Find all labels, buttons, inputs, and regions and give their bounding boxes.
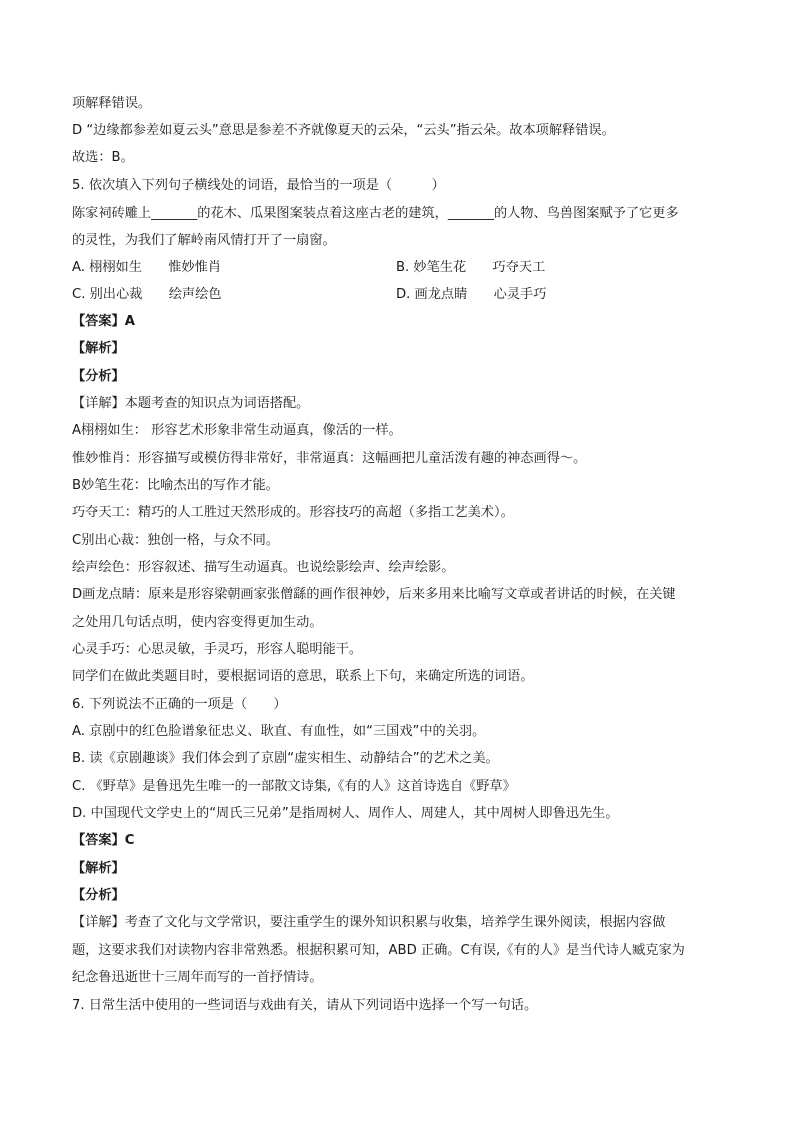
analysis-label: 【解析】 — [72, 861, 125, 876]
question-6-option-d: D. 中国现代文学史上的“周氏三兄弟”是指周树人、周作人、周建人，其中周树人即鲁迅先生。 — [72, 806, 619, 821]
detail-line: 【详解】考查了文化与文学常识，要注重学生的课外知识积累与收集，培养学生课外阅读，根据内容做 — [72, 915, 666, 930]
explain-line: 惟妙惟肖：形容描写或模仿得非常好，非常逼真：这幅画把儿童活泼有趣的神态画得～。 — [72, 451, 587, 466]
answer-label: 【答案】C — [72, 833, 135, 848]
text-line: D “边缘都参差如夏云头”意思是参差不齐就像夏天的云朵，“云头”指云朵。故本项解释错误。 — [72, 123, 615, 138]
option-d: D. 画龙点睛 心灵手巧 — [396, 287, 547, 302]
answer-label: 【答案】A — [72, 314, 135, 329]
question-6-option-b: B. 读《京剧趣谈》我们体会到了京剧“虚实相生、动静结合”的艺术之美。 — [72, 751, 499, 766]
explain-line: 同学们在做此类题目时，要根据词语的意思，联系上下句，来确定所选的词语。 — [72, 669, 534, 684]
text-line: 项解释错误。 — [72, 96, 152, 111]
explain-line: B妙笔生花：比喻杰出的写作才能。 — [72, 478, 279, 493]
explain-line: 巧夺天工：精巧的人工胜过天然形成的。形容技巧的高超（多指工艺美术）。 — [72, 505, 514, 520]
question-5-stem: 5. 依次填入下列句子横线处的词语，最恰当的一项是（ ） — [72, 178, 445, 193]
explain-line: 绘声绘色：形容叙述、描写生动逼真。也说绘影绘声、绘声绘影。 — [72, 560, 455, 575]
question-5-sentence: 的灵性，为我们了解岭南风情打开了一扇窗。 — [72, 233, 336, 248]
question-6-option-c: C. 《野草》是鲁迅先生唯一的一部散文诗集,《有的人》这首诗选自《野草》 — [72, 779, 516, 794]
analysis-label: 【解析】 — [72, 341, 125, 356]
option-a: A. 栩栩如生 惟妙惟肖 — [72, 260, 222, 275]
detail-line: 题，这要求我们对读物内容非常熟悉。根据积累可知，ABD 正确。C有误,《有的人》是当代诗人臧克家为 — [72, 943, 685, 958]
option-c: C. 别出心裁 绘声绘色 — [72, 287, 222, 302]
question-6-option-a: A. 京剧中的红色脸谱象征忠义、耿直、有血性，如“三国戏”中的关羽。 — [72, 724, 486, 739]
detail-line: 纪念鲁迅逝世十三周年而写的一首抒情诗。 — [72, 970, 323, 985]
fenxi-label: 【分析】 — [72, 888, 125, 903]
detail-line: 【详解】本题考查的知识点为词语搭配。 — [72, 396, 310, 411]
explain-line: A栩栩如生： 形容艺术形象非常生动逼真，像活的一样。 — [72, 423, 402, 438]
explain-line: C别出心裁：独创一格，与众不同。 — [72, 533, 280, 548]
explain-line: 之处用几句话点明，使内容变得更加生动。 — [72, 615, 323, 630]
explain-line: 心灵手巧：心思灵敏，手灵巧，形容人聪明能干。 — [72, 642, 363, 657]
text-line: 故选：B。 — [72, 150, 134, 165]
option-b: B. 妙笔生花 巧夺天工 — [396, 260, 546, 275]
explain-line: D画龙点睛：原来是形容梁朝画家张僧繇的画作很神妙，后来多用来比喻写文章或者讲话的时候，在关键 — [72, 587, 676, 602]
question-7-stem: 7. 日常生活中使用的一些词语与戏曲有关，请从下列词语中选择一个写一句话。 — [72, 998, 538, 1013]
question-5-sentence: 陈家祠砖雕上_______的花木、瓜果图案装点着这座古老的建筑，_______的人物、鸟兽图案赋予了它更多 — [72, 206, 679, 221]
question-6-stem: 6. 下列说法不正确的一项是（ ） — [72, 697, 287, 712]
fenxi-label: 【分析】 — [72, 369, 125, 384]
